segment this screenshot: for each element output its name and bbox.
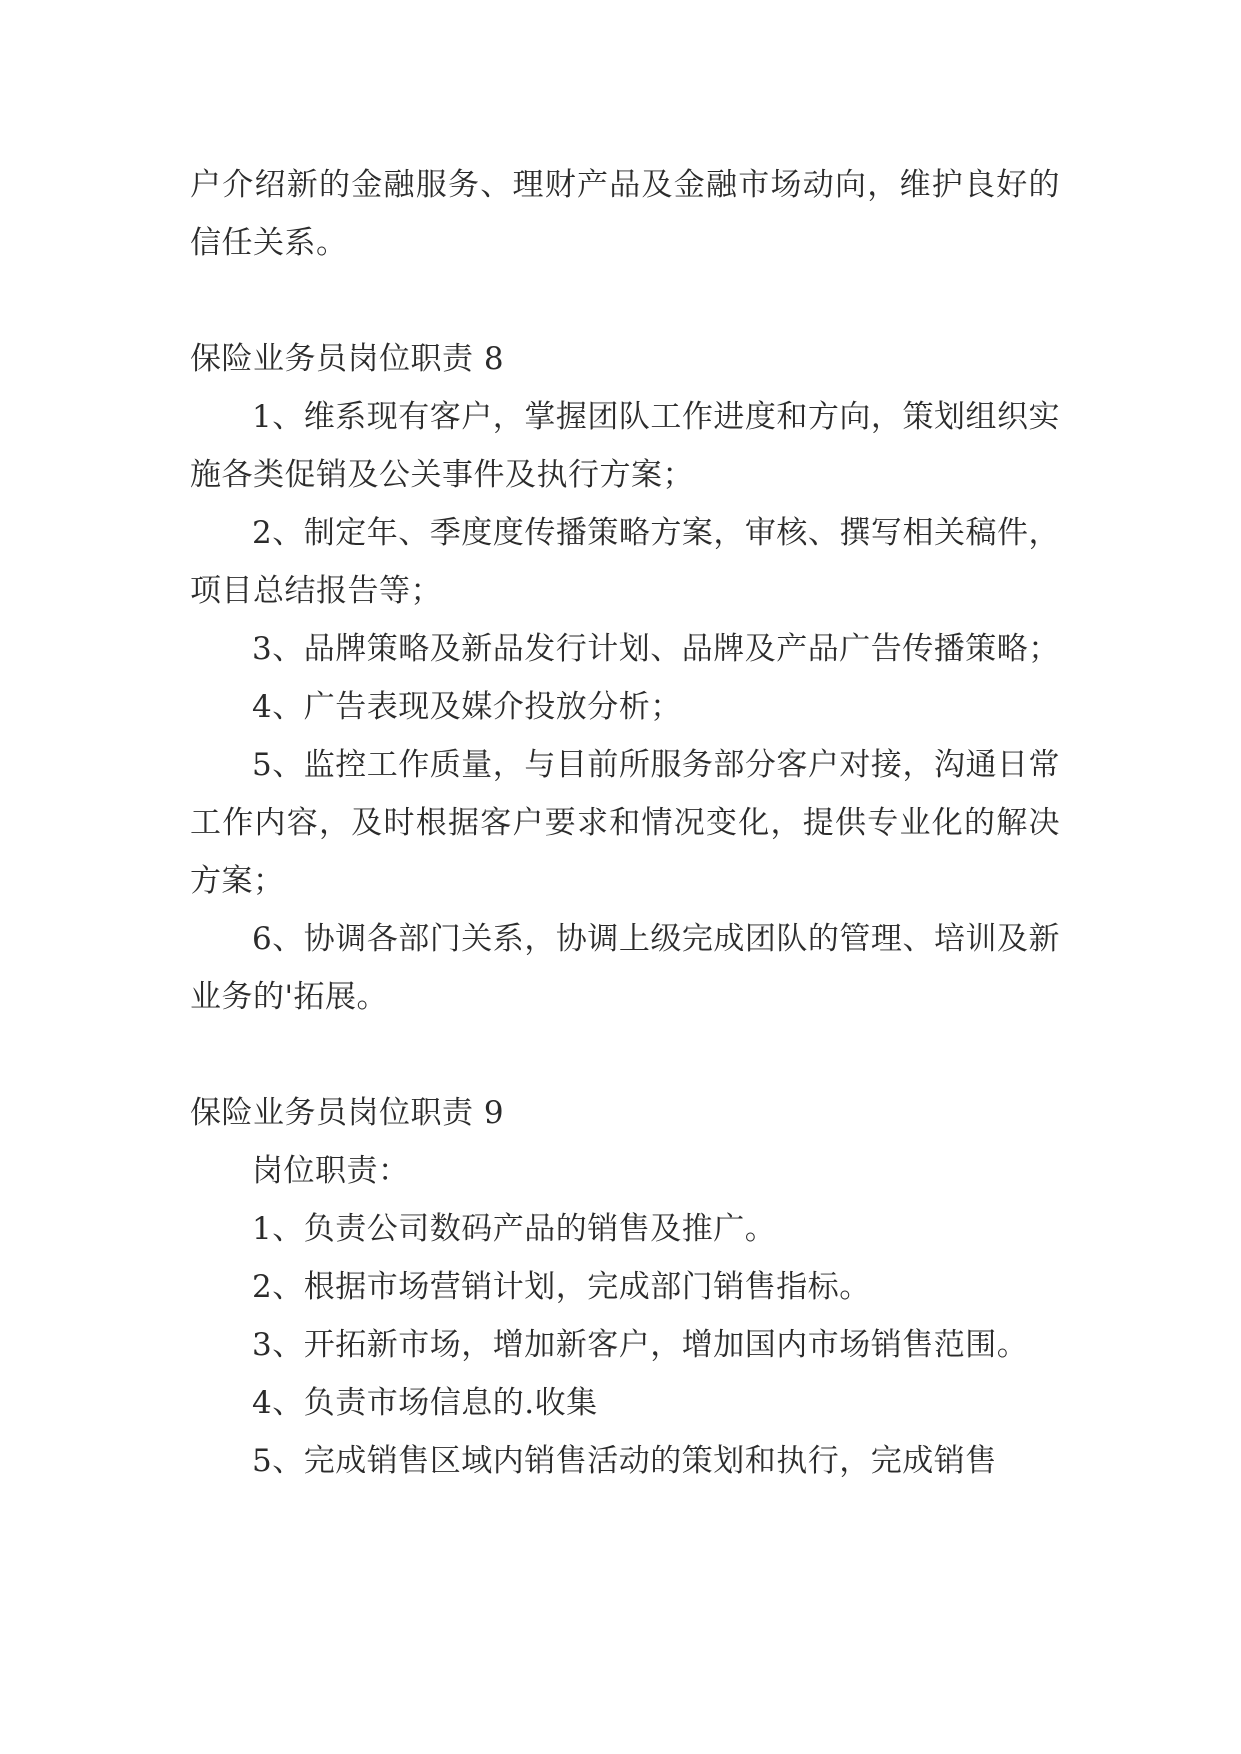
- intro-paragraph: 户介绍新的金融服务、理财产品及金融市场动向，维护良好的信任关系。: [190, 167, 1060, 261]
- section-8-item-6: 6、协调各部门关系，协调上级完成团队的管理、培训及新业务的'拓展。: [190, 921, 1060, 1015]
- section-8-heading: 保险业务员岗位职责 8: [190, 341, 505, 377]
- section-8-item-4: 4、广告表现及媒介投放分析；: [252, 689, 682, 725]
- section-9-item-4: 4、负责市场信息的.收集: [252, 1385, 598, 1421]
- section-9-item-3: 3、开拓新市场，增加新客户，增加国内市场销售范围。: [252, 1327, 1029, 1363]
- section-8-item-2: 2、制定年、季度度传播策略方案，审核、撰写相关稿件，项目总结报告等；: [190, 515, 1060, 609]
- section-9-subheading: 岗位职责：: [252, 1153, 410, 1189]
- section-spacer: [190, 1026, 1060, 1084]
- section-8-item-3: 3、品牌策略及新品发行计划、品牌及产品广告传播策略；: [252, 631, 1060, 667]
- section-9-heading: 保险业务员岗位职责 9: [190, 1095, 505, 1131]
- document-body: [190, 156, 1060, 1490]
- section-8-item-1: 1、维系现有客户，掌握团队工作进度和方向，策划组织实施各类促销及公关事件及执行方案；: [190, 399, 1060, 493]
- section-9-item-2: 2、根据市场营销计划，完成部门销售指标。: [252, 1269, 871, 1305]
- section-spacer: [190, 272, 1060, 330]
- section-8-item-5: 5、监控工作质量，与目前所服务部分客户对接，沟通日常工作内容，及时根据客户要求和情况变化，提供专业化的解决方案；: [190, 747, 1060, 899]
- section-9-item-1: 1、负责公司数码产品的销售及推广。: [252, 1211, 777, 1247]
- section-9-item-5: 5、完成销售区域内销售活动的策划和执行，完成销售: [252, 1443, 997, 1479]
